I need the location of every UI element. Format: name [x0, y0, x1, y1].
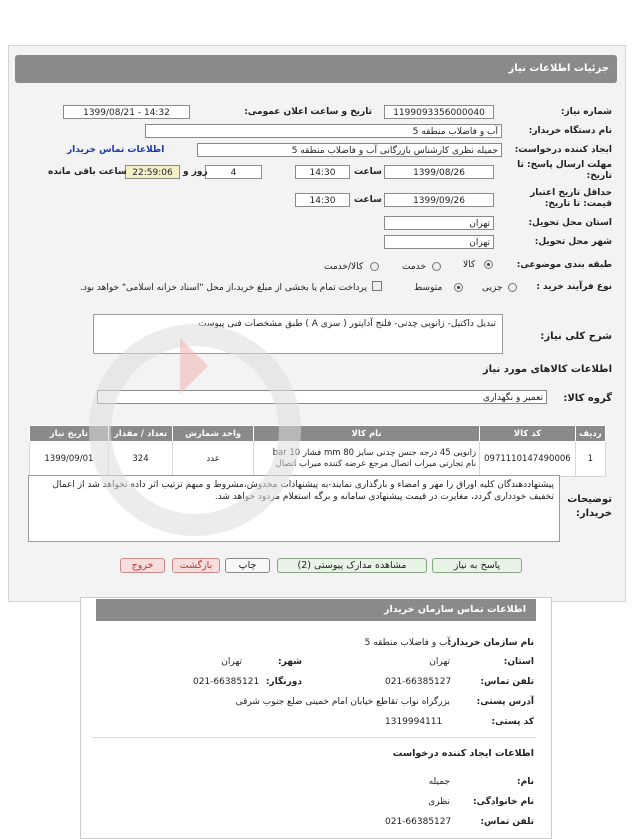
process-medium-label: متوسط — [414, 283, 443, 293]
validity-time-label: ساعت — [354, 195, 382, 205]
buyer-contact-link[interactable]: اطلاعات تماس خریدار — [67, 145, 165, 155]
province-label: استان محل تحویل: — [528, 218, 612, 228]
creator-phone-value: 021-66385127 — [385, 817, 452, 827]
creator-info-title: اطلاعات ایجاد کننده درخواست — [392, 748, 534, 759]
validity-label: حداقل تاریخ اعتبار — [530, 188, 612, 198]
notes-label: توضیحات — [567, 494, 612, 505]
days-field: 4 — [205, 165, 262, 179]
deadline-label: مهلت ارسال پاسخ: تا — [517, 160, 612, 170]
back-button[interactable]: بازگشت — [172, 558, 220, 573]
goods-group-field: تعمیر و نگهداری — [97, 390, 547, 404]
need-number-label: شماره نیاز: — [560, 107, 612, 117]
summary-box: تبدیل داکتیل- زانویی چدنی- فلنج آداپتور ( سری A ) طبق مشخصات فنی پیوست — [93, 314, 503, 354]
validity-date-label: قیمت: تا تاریخ: — [544, 199, 612, 209]
goods-table — [29, 425, 606, 477]
contact-divider — [92, 737, 536, 738]
table-row — [30, 442, 606, 477]
contact-province-value: تهران — [429, 657, 450, 667]
row-name — [254, 442, 480, 477]
category-label: طبقه بندی موضوعی: — [516, 260, 612, 270]
contact-fax-value: 021-66385121 — [193, 677, 260, 687]
goods-table-header — [30, 426, 606, 442]
goods-group-label: گروه کالا: — [563, 393, 612, 404]
print-button[interactable]: چاپ — [225, 558, 270, 573]
process-minor-label: جزیی — [482, 283, 503, 293]
process-label: نوع فرآیند خرید : — [536, 282, 612, 292]
contact-org-label: نام سازمان خریدار: — [447, 638, 534, 648]
contact-phone-value: 021-66385127 — [385, 677, 452, 687]
contact-address-value: بزرگراه نواب تقاطع خیابان امام خمینی ضلع جنوب شرقی — [235, 697, 450, 707]
col-name: نام کالا — [254, 426, 480, 442]
deadline-time-label: ساعت — [354, 167, 382, 177]
reply-button[interactable]: پاسخ به نیاز — [432, 558, 522, 573]
page-title: جزئیات اطلاعات نیاز — [15, 55, 617, 83]
contact-title: اطلاعات تماس سازمان خریدار — [96, 599, 536, 621]
row-name-line2: نام تجارتی میراب اتصال مرجع عرضه کننده میراب اتصال — [275, 459, 477, 469]
city-field: تهران — [384, 235, 494, 249]
creator-last-name-value: نظری — [428, 797, 450, 807]
notes-box: پیشنهاددهندگان کلیه اوراق را مهر و امضاء و بارگذاری نمایند-به پیشنهادات مخدوش،مشروط و مبهم ترتیب اثر داده نخواهد شد از اعمال تخفیف خودداری گردد، مغایرت در قیمت پیشنهادی سامانه و برگه استعلام مردود خواهد شد. — [28, 475, 560, 542]
announce-label: تاریخ و ساعت اعلان عمومی: — [244, 107, 372, 117]
contact-phone-label: تلفن تماس: — [480, 677, 534, 687]
deadline-date-field: 1399/08/26 — [384, 165, 494, 179]
col-code: کد کالا — [480, 426, 576, 442]
remaining-label: ساعت باقی مانده — [48, 167, 127, 177]
view-attachments-button[interactable]: مشاهده مدارک پیوستی (2) — [277, 558, 427, 573]
validity-time-field: 14:30 — [295, 193, 350, 207]
process-radio-medium[interactable] — [454, 283, 463, 292]
province-field: تهران — [384, 216, 494, 230]
row-index: 1 — [575, 442, 605, 477]
deadline-date-label: تاریخ: — [586, 171, 612, 181]
days-label: روز و — [183, 167, 208, 177]
buyer-org-field: آب و فاضلاب منطقه 5 — [145, 124, 502, 138]
contact-city-value: تهران — [221, 657, 242, 667]
row-qty: 324 — [108, 442, 172, 477]
category-goods-label: کالا — [463, 260, 476, 270]
process-radio-minor[interactable] — [508, 283, 517, 292]
payment-note: پرداخت تمام یا بخشی از مبلغ خرید،از محل "اسناد خزانه اسلامی" خواهد بود. — [79, 283, 367, 293]
summary-label: شرح کلی نیاز: — [540, 331, 612, 342]
deadline-time-field: 14:30 — [295, 165, 350, 179]
treasury-checkbox[interactable] — [372, 281, 382, 291]
city-label: شهر محل تحویل: — [534, 237, 612, 247]
row-unit: عدد — [173, 442, 254, 477]
creator-last-name-label: نام خانوادگی: — [472, 797, 534, 807]
creator-first-name-label: نام: — [517, 777, 534, 787]
goods-section-title: اطلاعات کالاهای مورد نیاز — [482, 364, 612, 375]
contact-postal-value: 1319994111 — [385, 717, 443, 727]
category-radio-both[interactable] — [370, 262, 379, 271]
row-code: 0971110147490006 — [480, 442, 576, 477]
contact-city-label: شهر: — [278, 657, 302, 667]
category-radio-service[interactable] — [432, 262, 441, 271]
remaining-time-field: 22:59:06 — [125, 165, 180, 179]
col-date: تاریخ نیاز — [30, 426, 109, 442]
creator-first-name-value: جمیله — [428, 777, 450, 787]
category-both-label: کالا/خدمت — [324, 262, 364, 272]
row-date: 1399/09/01 — [30, 442, 109, 477]
col-qty: تعداد / مقدار — [108, 426, 172, 442]
notes-label-2: خریدار: — [575, 508, 612, 519]
contact-address-label: آدرس پستی: — [476, 697, 534, 707]
creator-label: ایجاد کننده درخواست: — [514, 145, 612, 155]
exit-button[interactable]: خروج — [120, 558, 165, 573]
buyer-org-label: نام دستگاه خریدار: — [528, 126, 612, 136]
category-service-label: خدمت — [402, 262, 426, 272]
validity-date-field: 1399/09/26 — [384, 193, 494, 207]
contact-org-value: آب و فاضلاب منطقه 5 — [364, 638, 450, 648]
col-index: ردیف — [575, 426, 605, 442]
category-radio-goods[interactable] — [484, 260, 493, 269]
row-name-line1: زانویی 45 درجه جنس چدنی سایز 80 mm فشار 10 bar — [272, 448, 477, 458]
announce-field: 1399/08/21 - 14:32 — [63, 105, 190, 119]
contact-province-label: استان: — [503, 657, 534, 667]
contact-postal-label: کد پستی: — [491, 717, 534, 727]
creator-phone-label: تلفن تماس: — [480, 817, 534, 827]
col-unit: واحد شمارش — [173, 426, 254, 442]
contact-fax-label: دورنگار: — [265, 677, 302, 687]
need-number-field: 1199093356000040 — [384, 105, 494, 119]
creator-field: جمیله نظری کارشناس بازرگانی آب و فاضلاب منطقه 5 — [197, 143, 502, 157]
